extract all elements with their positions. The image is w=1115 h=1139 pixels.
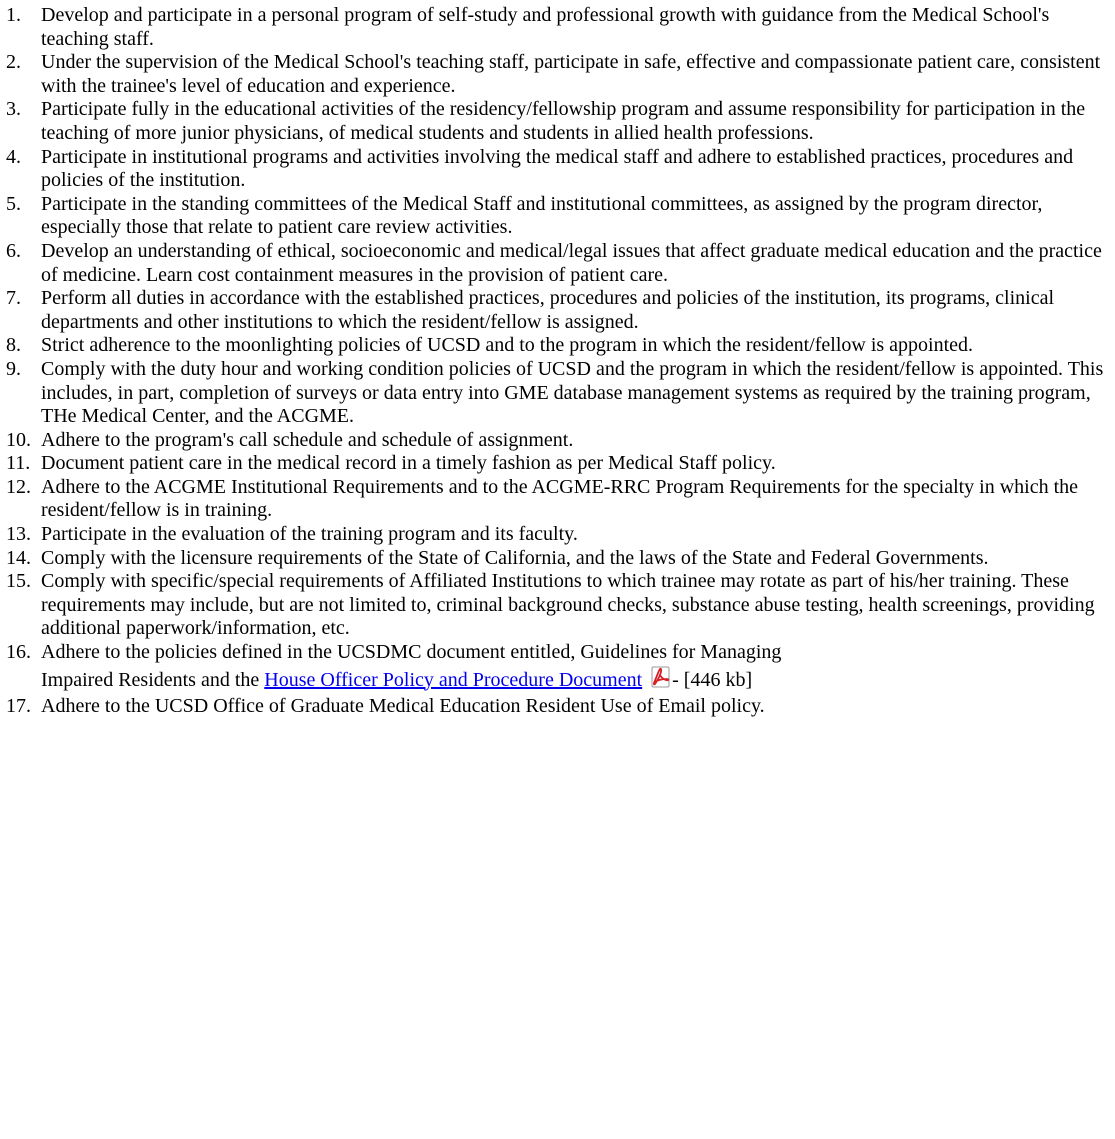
item-number: 5. xyxy=(6,192,21,215)
list-item xyxy=(0,358,1115,429)
item-text: Adhere to the program's call schedule and schedule of assignment. xyxy=(41,428,574,451)
item-text: Perform all duties in accordance with the established practices, procedures and policies of the institution, its programs, clinical departments and other institutions to which the resident/fellow is assigned. xyxy=(41,287,1055,333)
item-text: Comply with the licensure requirements of the State of California, and the laws of the State and Federal Governments. xyxy=(41,546,989,569)
item-text: Strict adherence to the moonlighting policies of UCSD and to the program in which the resident/fellow is appointed. xyxy=(41,334,974,357)
list-item xyxy=(0,287,1115,334)
list-item xyxy=(0,4,1115,51)
list-item-policies xyxy=(0,641,1115,695)
list-item xyxy=(0,334,1115,358)
file-size-text: - [446 kb] xyxy=(672,668,753,691)
item-text: Adhere to the UCSD Office of Graduate Medical Education Resident Use of Email policy. xyxy=(41,694,765,717)
pdf-file-icon[interactable] xyxy=(650,666,672,688)
item-number: 15. xyxy=(6,570,31,593)
list-item xyxy=(0,146,1115,193)
item-number: 10. xyxy=(6,428,31,451)
list-item xyxy=(0,98,1115,145)
list-item xyxy=(0,193,1115,240)
list-item xyxy=(0,452,1115,476)
item-text: Participate fully in the educational activities of the residency/fellowship program and assume responsibility for participation in the teaching of more junior physicians, of medical students and students in allied health professions. xyxy=(41,98,1086,144)
list-item xyxy=(0,570,1115,641)
list-item xyxy=(0,51,1115,98)
list-item xyxy=(0,240,1115,287)
item-text: Participate in the standing committees of the Medical Staff and institutional committees, as assigned by the program director, especially those that relate to patient care review activities. xyxy=(41,192,1043,239)
list-item xyxy=(0,476,1115,523)
item-text: Participate in the evaluation of the training program and its faculty. xyxy=(41,523,578,546)
item-text: Comply with the duty hour and working condition policies of UCSD and the program in which the resident/fellow is appointed. This includes, in part, completion of surveys or data entry into GME database management systems as required by the training program, THe Medical Center, and the ACGME. xyxy=(41,357,1104,428)
list-item-email-policy xyxy=(0,695,1115,719)
list-item xyxy=(0,523,1115,547)
item-text: Document patient care in the medical record in a timely fashion as per Medical Staff policy. xyxy=(41,452,776,475)
item-number: 17. xyxy=(6,694,31,717)
item-number: 2. xyxy=(6,51,21,74)
item-number: 4. xyxy=(6,145,21,168)
item-number: 6. xyxy=(6,239,21,262)
item-number: 14. xyxy=(6,546,31,569)
item-text-line1: Adhere to the policies defined in the UCSDMC document entitled, Guidelines for Managing xyxy=(41,641,782,664)
item-text: Develop an understanding of ethical, socioeconomic and medical/legal issues that affect graduate medical education and the practice of medicine. Learn cost containment measures in the provision of patient care. xyxy=(41,239,1102,286)
item-number: 13. xyxy=(6,523,31,546)
item-number: 7. xyxy=(6,287,21,310)
item-number: 1. xyxy=(6,4,21,26)
list-item xyxy=(0,547,1115,571)
item-text-line2 xyxy=(41,669,752,691)
item-text: Under the supervision of the Medical School's teaching staff, participate in safe, effective and compassionate patient care, consistent with the trainee's level of education and experience. xyxy=(41,51,1101,97)
item-text-prefix: Impaired Residents and the xyxy=(41,668,265,691)
item-number: 9. xyxy=(6,357,21,380)
item-number: 11. xyxy=(6,452,31,475)
item-text: Comply with specific/special requirements of Affiliated Institutions to which trainee may rotate as part of his/her training. These requirements may include, but are not limited to, criminal background checks, substance abuse testing, health screenings, providing additional paperwork/information, etc. xyxy=(41,570,1095,640)
house-officer-policy-link[interactable]: House Officer Policy and Procedure Document xyxy=(264,668,643,691)
responsibilities-list xyxy=(0,4,1115,718)
item-number: 3. xyxy=(6,98,21,121)
list-item xyxy=(0,429,1115,453)
item-text: Develop and participate in a personal program of self-study and professional growth with guidance from the Medical School's teaching staff. xyxy=(41,4,1050,50)
item-text: Participate in institutional programs and activities involving the medical staff and adhere to established practices, procedures and policies of the institution. xyxy=(41,145,1074,192)
item-number: 8. xyxy=(6,334,21,357)
item-number: 16. xyxy=(6,641,31,664)
item-number: 12. xyxy=(6,475,31,498)
item-text: Adhere to the ACGME Institutional Requirements and to the ACGME-RRC Program Requirements for the specialty in which the resident/fellow is in training. xyxy=(41,475,1079,522)
